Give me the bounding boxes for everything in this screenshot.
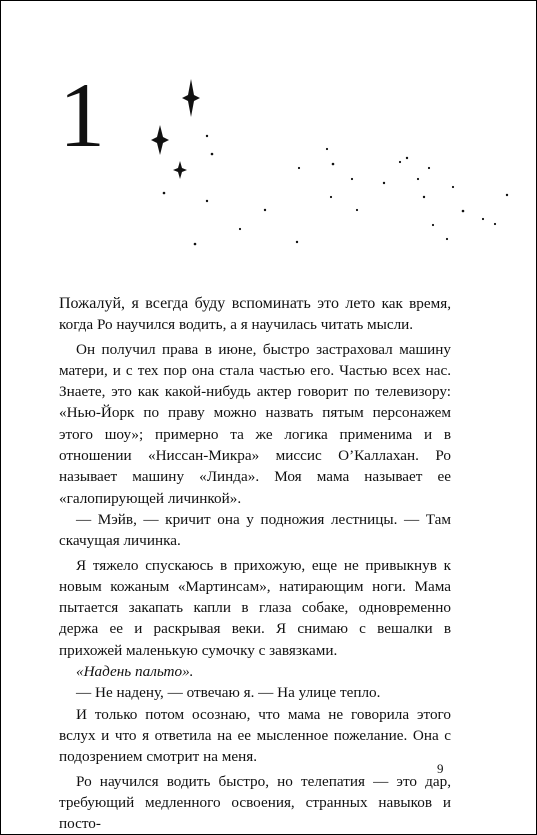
- page-number: 9: [437, 761, 444, 776]
- opening-caps: Пожалуй, я всегда буду вспоминать это лето: [59, 295, 376, 312]
- paragraph: «Надень пальто».: [76, 663, 194, 681]
- paragraph: Я тяжело спускаюсь в прихожую, еще не привыкнув к новым кожаным «Мартинсам», натирающим ноги. Мама пытается закапать капли в глаза собаке, одновременно держа ее и раскрывая веки. Я снимаю с вешалки в прихожей маленькую сумочку с завязками.: [59, 556, 451, 659]
- paragraph: Ро научился водить быстро, но телепатия — это дар, требующий медленного освоения, странных навыков и посто-: [59, 772, 451, 833]
- paragraph: Он получил права в июне, быстро застраховал машину матери, и с тех пор она стала частью его. Частью всех нас. Знаете, это как какой-нибудь актер говорит по телевизору: «Нью-Йорк по праву можно назвать пятым персонажем этого шоу»; примерно та же логика применима и в отношении «Ниссан-Микра» миссис О’Каллахан. Ро называет машину «Линда». Моя мама называет ее «галопирующей личинкой».: [59, 340, 451, 507]
- paragraph-text: как время, когда Ро научился водить, а я научилась читать мысли.: [59, 295, 452, 334]
- sparkle-star-icon: [182, 79, 200, 117]
- paragraph: [59, 293, 451, 336]
- paragraph: — Не надену, — отвечаю я. — На улице тепло.: [76, 684, 381, 702]
- chapter-number: 1: [59, 64, 105, 166]
- star-decoration: [1, 1, 536, 291]
- paragraph: — Мэйв, — кричит она у подножия лестницы. — Там скачущая личинка.: [59, 510, 451, 550]
- sparkle-star-icon: [151, 125, 169, 155]
- chapter-text: [59, 293, 451, 834]
- star-dots: [163, 135, 509, 246]
- paragraph: И только потом осознаю, что мама не говорила этого вслух и что я ответила на ее мысленное пожелание. Она с подозрением смотрит на меня.: [59, 705, 451, 766]
- sparkle-star-icon: [173, 161, 187, 179]
